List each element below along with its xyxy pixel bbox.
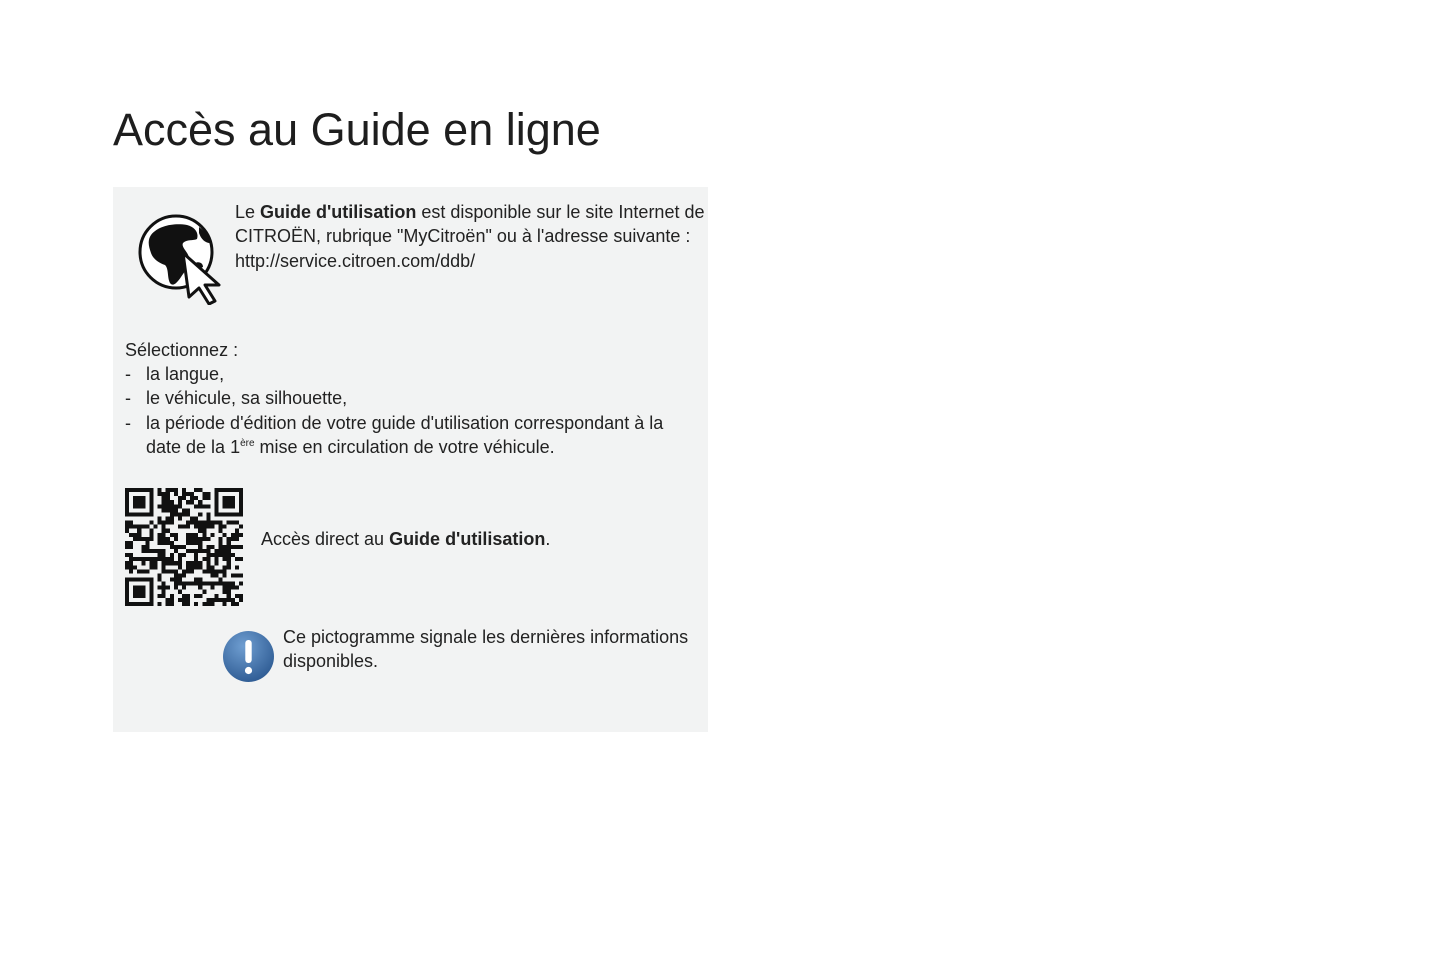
info-panel — [113, 187, 708, 732]
qr-caption — [261, 527, 550, 551]
options-list — [125, 362, 700, 459]
list-item — [125, 411, 700, 460]
list-item-text: la langue, — [146, 364, 225, 384]
list-item-text-end: mise en circulation de votre véhicule. — [254, 436, 555, 457]
list-item-text: la période d'édition de votre guide d'utilisation correspondant à la date de la 1 — [146, 412, 664, 457]
info-exclamation-icon — [222, 630, 275, 683]
intro-bold: Guide d'utilisation — [260, 202, 417, 222]
globe-cursor-icon — [137, 213, 227, 305]
superscript: ère — [240, 437, 255, 449]
intro-text — [235, 200, 705, 273]
list-dash: - — [125, 388, 131, 409]
guide-url-link[interactable]: http://service.citroen.com/ddb/ — [235, 250, 476, 271]
qr-caption-after: . — [545, 529, 551, 549]
list-item-text: le véhicule, sa silhouette, — [146, 388, 348, 409]
list-item — [125, 362, 700, 386]
intro-before: Le — [235, 202, 261, 222]
select-label: Sélectionnez : — [125, 340, 239, 360]
list-dash: - — [125, 364, 131, 384]
qr-caption-bold: Guide d'utilisation — [389, 529, 546, 549]
qr-code[interactable] — [125, 488, 243, 606]
list-item — [125, 386, 700, 410]
list-dash: - — [125, 412, 131, 433]
page-title: Accès au Guide en ligne — [113, 104, 601, 155]
qr-caption-before: Accès direct au — [261, 529, 390, 549]
info-text: Ce pictogramme signale les dernières informations disponibles. — [283, 627, 689, 672]
intro-after: est disponible sur le site Internet de CITROËN, rubrique "MyCitroën" ou à l'adresse suivante : — [235, 202, 705, 247]
